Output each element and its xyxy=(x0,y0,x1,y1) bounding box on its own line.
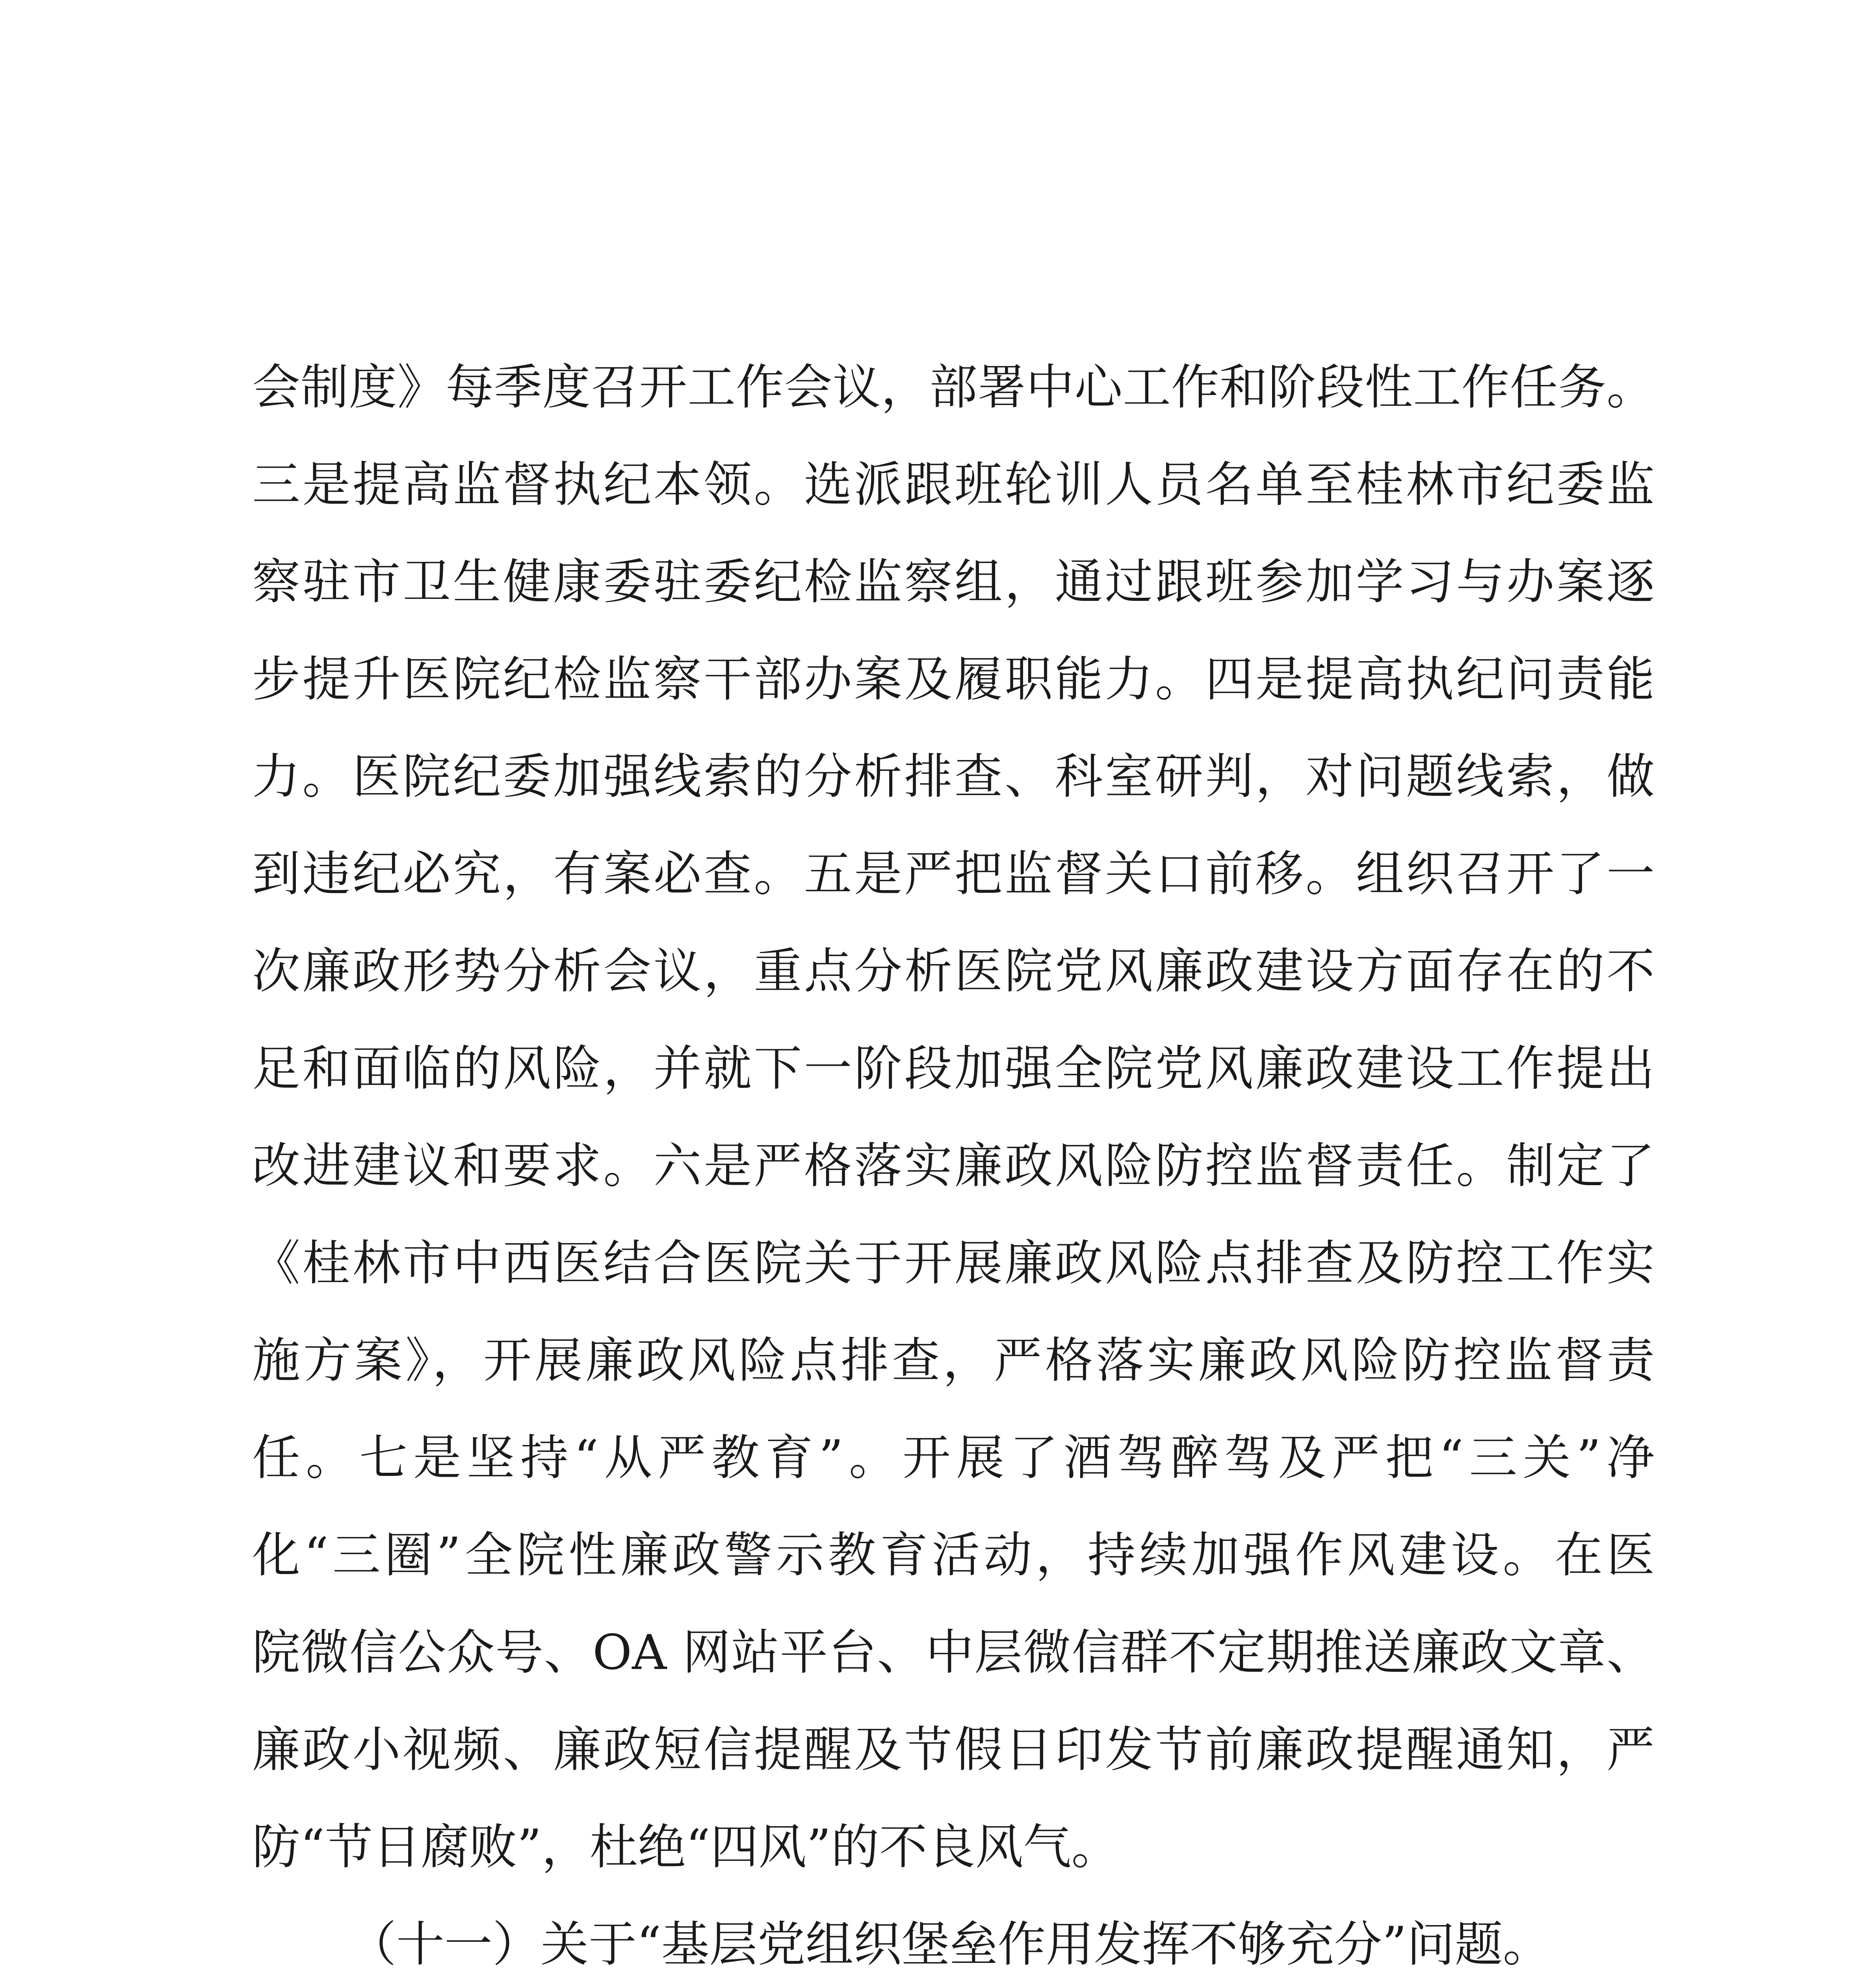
text-line: 廉政小视频、廉政短信提醒及节假日印发节前廉政提醒通知，严 xyxy=(252,1722,1655,1778)
text-line: 到违纪必究，有案必查。五是严把监督关口前移。组织召开了一 xyxy=(252,846,1655,902)
text-line: 院微信公众号、OA 网站平台、中层微信群不定期推送廉政文章、 xyxy=(252,1624,1655,1680)
text-line: 次廉政形势分析会议，重点分析医院党风廉政建设方面存在的不 xyxy=(252,943,1655,999)
text-line: 任。七是坚持“从严教育”。开展了酒驾醉驾及严把“三关”净 xyxy=(252,1430,1655,1486)
body-text xyxy=(252,339,1655,1970)
paragraph-disciplinary-measures xyxy=(252,339,1655,1896)
text-line: 施方案》，开展廉政风险点排查，严格落实廉政风险防控监督责 xyxy=(252,1333,1655,1388)
section-heading: （十一）关于“基层党组织堡垒作用发挥不够充分”问题。 xyxy=(348,1916,1551,1970)
text-line: 三是提高监督执纪本领。选派跟班轮训人员名单至桂林市纪委监 xyxy=(252,457,1655,513)
text-line: 足和面临的风险，并就下一阶段加强全院党风廉政建设工作提出 xyxy=(252,1041,1655,1097)
text-line: 力。医院纪委加强线索的分析排查、科室研判，对问题线索，做 xyxy=(252,749,1655,805)
text-line: 察驻市卫生健康委驻委纪检监察组，通过跟班参加学习与办案逐 xyxy=(252,554,1655,610)
text-line: 化“三圈”全院性廉政警示教育活动，持续加强作风建设。在医 xyxy=(252,1527,1655,1583)
text-line: 防“节日腐败”，杜绝“四风”的不良风气。 xyxy=(252,1819,1120,1875)
text-line: 步提升医院纪检监察干部办案及履职能力。四是提高执纪问责能 xyxy=(252,651,1655,707)
text-line: 会制度》每季度召开工作会议，部署中心工作和阶段性工作任务。 xyxy=(252,359,1655,415)
text-line: 改进建议和要求。六是严格落实廉政风险防控监督责任。制定了 xyxy=(252,1138,1655,1194)
text-line: 《桂林市中西医结合医院关于开展廉政风险点排查及防控工作实 xyxy=(252,1235,1655,1291)
